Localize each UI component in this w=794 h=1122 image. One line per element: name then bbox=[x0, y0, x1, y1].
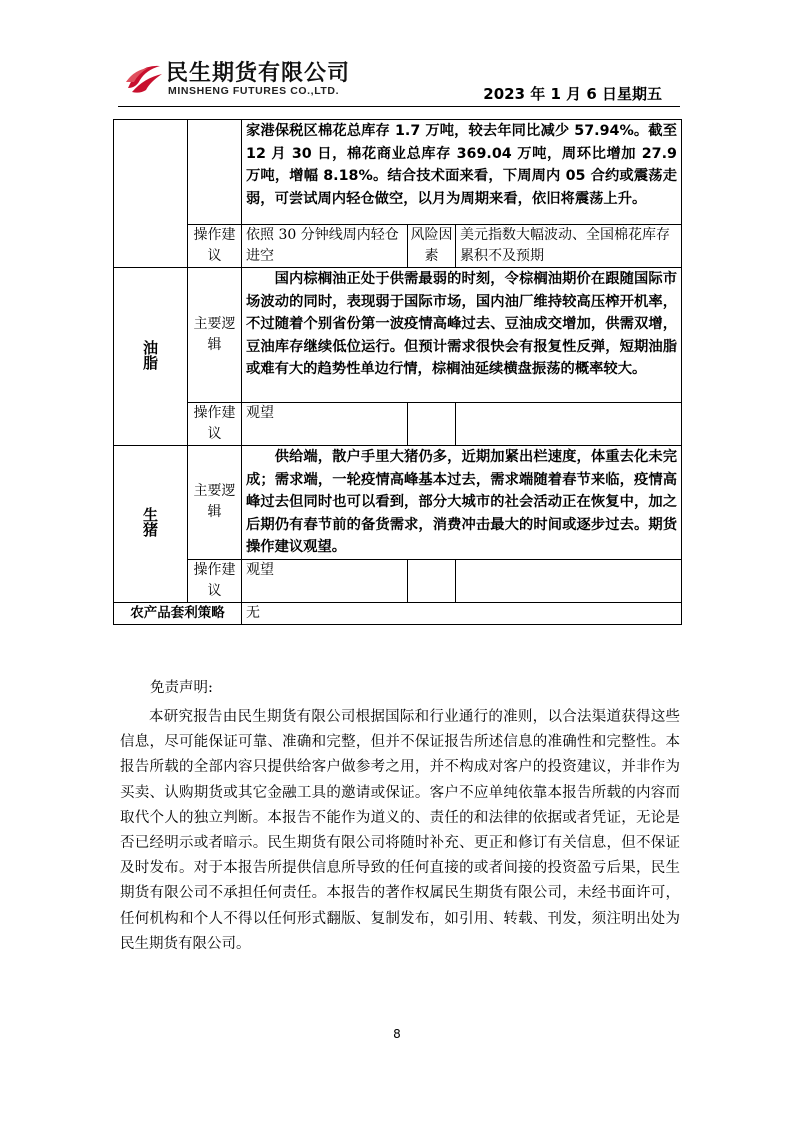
oil-op-label: 操作建议 bbox=[188, 403, 242, 446]
oil-logic-text: 国内棕榈油正处于供需最弱的时刻，令棕榈油期价在跟随国际市场波动的同时，表现弱于国际市场，国内油厂维持较高压榨开机率，不过随着个别省份第一波疫情高峰过去、豆油成交增加，供需双增，豆油库存继续低位运行。但预计需求很快会有报复性反弹，短期油脂或难有大的趋势性单边行情，棕榈油延续横盘振荡的概率较大。 bbox=[242, 268, 682, 403]
hog-op-row bbox=[114, 559, 682, 602]
minsheng-logo-icon bbox=[124, 58, 164, 98]
hog-logic-row bbox=[114, 446, 682, 560]
hog-category-cell bbox=[114, 446, 188, 603]
oil-logic-label: 主要逻辑 bbox=[188, 268, 242, 403]
report-date: 2023 年 1 月 6 日星期五 bbox=[483, 85, 662, 103]
oil-logic-row bbox=[114, 268, 682, 403]
oil-op-text: 观望 bbox=[242, 403, 408, 446]
cotton-risk-label: 风险因素 bbox=[408, 225, 456, 268]
cotton-category-cell bbox=[114, 120, 188, 268]
hog-empty-cell-2 bbox=[456, 559, 682, 602]
page-header bbox=[118, 54, 680, 104]
hog-op-label: 操作建议 bbox=[188, 559, 242, 602]
oil-empty-cell-1 bbox=[408, 403, 456, 446]
disclaimer-text: 本研究报告由民生期货有限公司根据国际和行业通行的准则，以合法渠道获得这些信息，尽可能保证可靠、准确和完整，但并不保证报告所述信息的准确性和完整性。本报告所载的全部内容只提供给客户做参考之用，并不构成对客户的投资建议，并非作为买卖、认购期货或其它金融工具的邀请或保证。客户不应单纯依靠本报告所载的内容而取代个人的独立判断。本报告不能作为道义的、责任的和法律的依据或者凭证，无论是否已经明示或者暗示。民生期货有限公司将随时补充、更正和修订有关信息，但不保证及时发布。对于本报告所提供信息所导致的任何直接的或者间接的投资盈亏后果，民生期货有限公司不承担任何责任。本报告的著作权属民生期货有限公司，未经书面许可，任何机构和个人不得以任何形式翻版、复制发布，如引用、转载、刊发，须注明出处为民生期货有限公司。 bbox=[120, 709, 680, 952]
strategy-table bbox=[113, 119, 682, 625]
oil-category-label: 油脂 bbox=[141, 339, 159, 370]
cotton-op-label: 操作建议 bbox=[188, 225, 242, 268]
arbitrage-row bbox=[114, 602, 682, 624]
hog-empty-cell-1 bbox=[408, 559, 456, 602]
company-name-cn: 民生期货有限公司 bbox=[166, 61, 351, 86]
page-number: 8 bbox=[393, 1027, 401, 1041]
hog-logic-text: 供给端，散户手里大猪仍多，近期加紧出栏速度，体重去化未完成；需求端，一轮疫情高峰基本过去，需求端随着春节来临，疫情高峰过去但同时也可以看到，部分大城市的社会活动正在恢复中，加之后期仍有春节前的备货需求，消费冲击最大的时间或逐步过去。期货操作建议观望。 bbox=[242, 446, 682, 560]
company-logo bbox=[118, 54, 378, 104]
cotton-logic-row bbox=[114, 120, 682, 225]
company-name-en: MINSHENG FUTURES CO.,LTD. bbox=[168, 85, 340, 97]
cotton-risk-text: 美元指数大幅波动、全国棉花库存累积不及预期 bbox=[456, 225, 682, 268]
disclaimer-title: 免责声明: bbox=[150, 680, 213, 696]
oil-op-row bbox=[114, 403, 682, 446]
oil-category-cell bbox=[114, 268, 188, 446]
arbitrage-label: 农产品套利策略 bbox=[114, 602, 242, 624]
hog-category-label: 生猪 bbox=[141, 506, 159, 537]
oil-empty-cell-2 bbox=[456, 403, 682, 446]
cotton-logic-text: 家港保税区棉花总库存 1.7 万吨，较去年同比减少 57.94%。截至 12 月 30 日，棉花商业总库存 369.04 万吨，周环比增加 27.9 万吨，增幅 8.18%。结合技术面来看，下周周内 05 合约或震荡走弱，可尝试周内轻仓做空，以月为周期来看，依旧将震荡上升。 bbox=[242, 120, 682, 225]
header-divider bbox=[118, 106, 680, 107]
hog-logic-label: 主要逻辑 bbox=[188, 446, 242, 560]
cotton-logic-label-cell bbox=[188, 120, 242, 225]
cotton-op-row bbox=[114, 225, 682, 268]
hog-op-text: 观望 bbox=[242, 559, 408, 602]
cotton-op-text: 依照 30 分钟线周内轻仓进空 bbox=[242, 225, 408, 268]
arbitrage-value: 无 bbox=[242, 602, 682, 624]
